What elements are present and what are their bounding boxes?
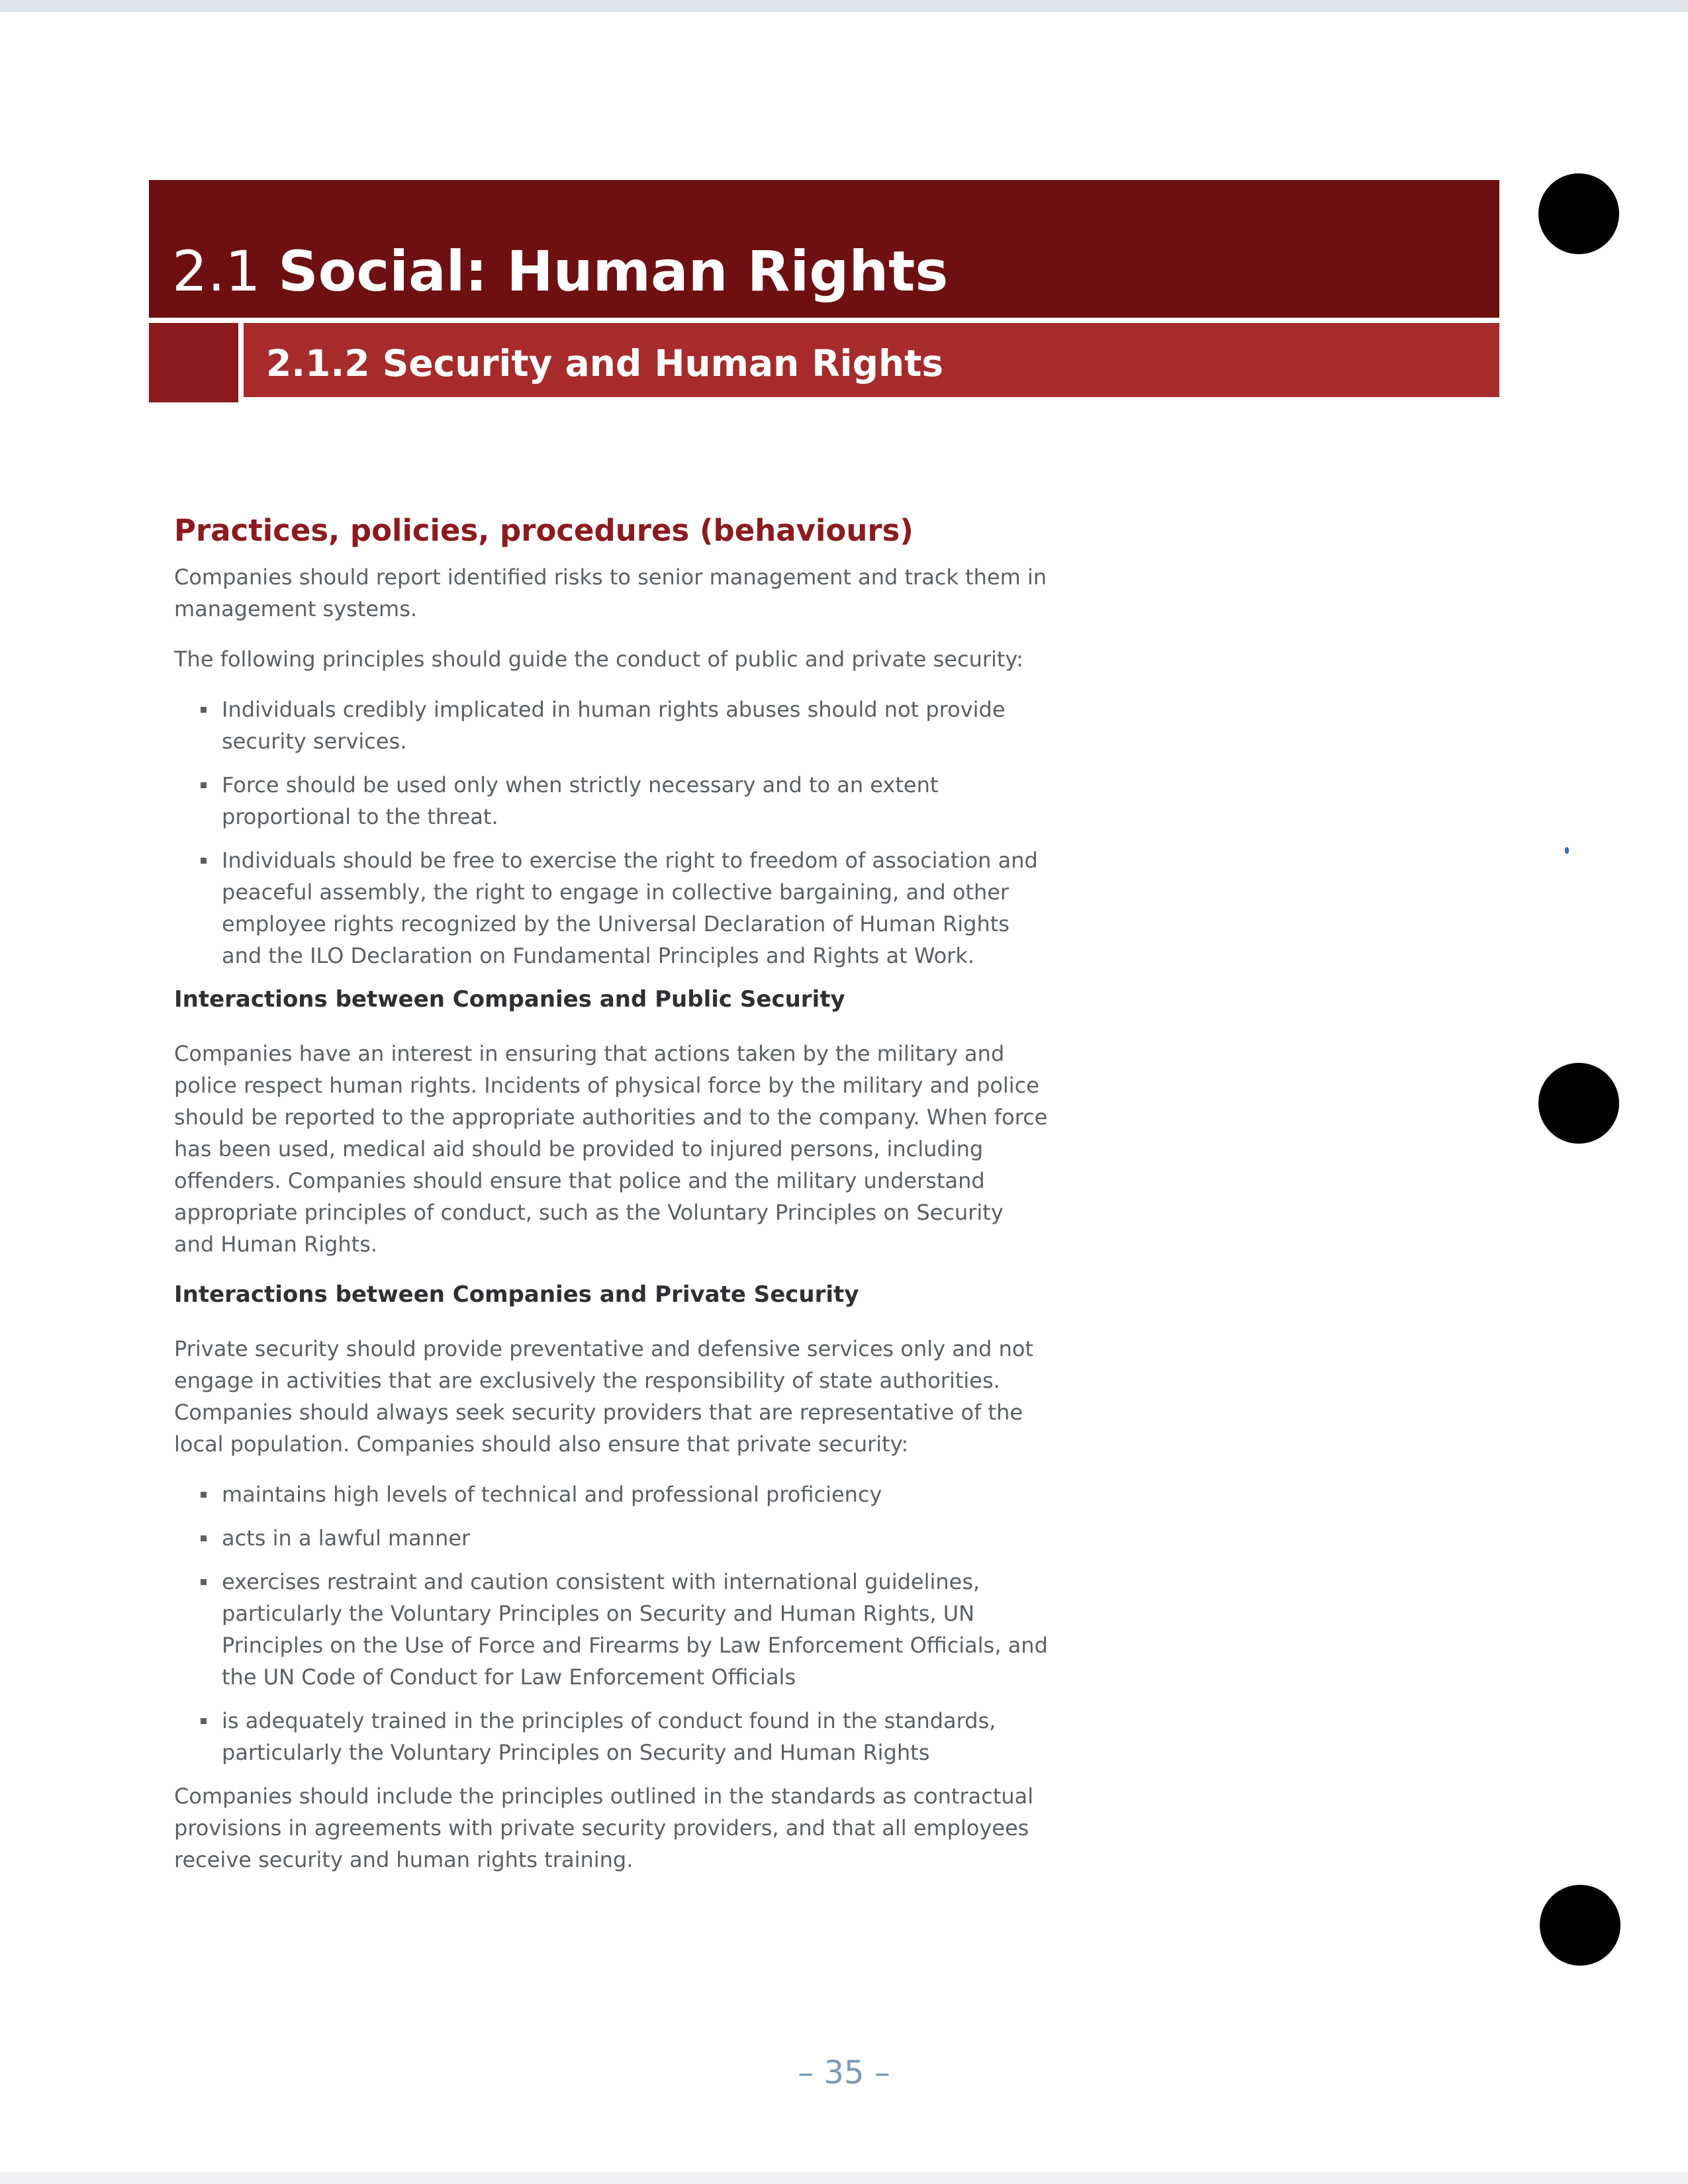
section-number: 2.1 [172,239,261,304]
list-item: acts in a lawful manner [174,1522,1048,1554]
bullet-square-icon [201,1535,207,1541]
practices-heading: Practices, policies, procedures (behaviours) [174,513,914,548]
private-security-heading: Interactions between Companies and Private Security [174,1281,859,1308]
public-security-paragraph: Companies have an interest in ensuring that actions taken by the military and police respect human rights. Incidents of physical force by the military and police should be reported to the appropriate authorities and to the company. When force has been used, medical aid should be provided to injured persons, including offenders. Companies should ensure that police and the military understand appropriate principles of conduct, such as the Voluntary Principles on Security and Human Rights. [174,1041,1048,1257]
principles-list [174,694,1048,972]
bullet-square-icon [201,1492,207,1498]
section-title [172,238,948,304]
bullet-square-icon [201,1579,207,1585]
subsection-gap [238,323,244,402]
scan-edge-top [0,0,1688,12]
principles-intro: The following principles should guide the conduct of public and private security: [174,647,1023,672]
subsection-title: 2.1.2 Security and Human Rights [266,342,944,385]
list-item: is adequately trained in the principles of conduct found in the standards, particularly the Voluntary Principles on Security and Human Rights [174,1705,1048,1768]
punch-hole-top [1538,173,1619,254]
intro-paragraph: Companies should report identified risks to senior management and track them in management systems. [174,565,1047,621]
header-divider [149,318,1499,323]
punch-hole-middle [1538,1063,1619,1144]
punch-hole-bottom [1540,1885,1620,1966]
page-number: – 35 – [798,2054,890,2091]
main-content [174,511,1048,1894]
list-item: Individuals should be free to exercise the right to freedom of association and peaceful assembly, the right to engage in collective bargaining, and other employee rights recognized by the Universal Declaration of Human Rights and the ILO Declaration on Fundamental Principles and Rights at Work. [174,844,1048,972]
list-item: exercises restraint and caution consistent with international guidelines, particularly the Voluntary Principles on Security and Human Rights, UN Principles on the Use of Force and Firearms by Law Enforcement Officials, and the UN Code of Conduct for Law Enforcement Officials [174,1566,1048,1693]
private-security-list [174,1479,1048,1768]
bullet-square-icon [201,707,207,713]
public-security-heading: Interactions between Companies and Public Security [174,986,845,1013]
scan-edge-bottom [0,2172,1688,2184]
section-title-text: Social: Human Rights [278,239,949,304]
scan-speck [1565,847,1569,854]
bullet-square-icon [201,858,207,864]
bullet-square-icon [201,782,207,788]
list-item: Individuals credibly implicated in human rights abuses should not provide security services. [174,694,1048,757]
list-item: maintains high levels of technical and professional proficiency [174,1479,1048,1510]
list-item: Force should be used only when strictly necessary and to an extent proportional to the threat. [174,769,1048,833]
bullet-square-icon [201,1718,207,1724]
closing-paragraph: Companies should include the principles outlined in the standards as contractual provisions in agreements with private security providers, and that all employees receive security and human rights training. [174,1784,1034,1872]
subsection-tab-block [149,323,238,402]
private-security-paragraph: Private security should provide preventative and defensive services only and not engage in activities that are exclusively the responsibility of state authorities. Companies should always seek security providers that are representative of the local population. Companies should also ensure that private security: [174,1336,1034,1457]
